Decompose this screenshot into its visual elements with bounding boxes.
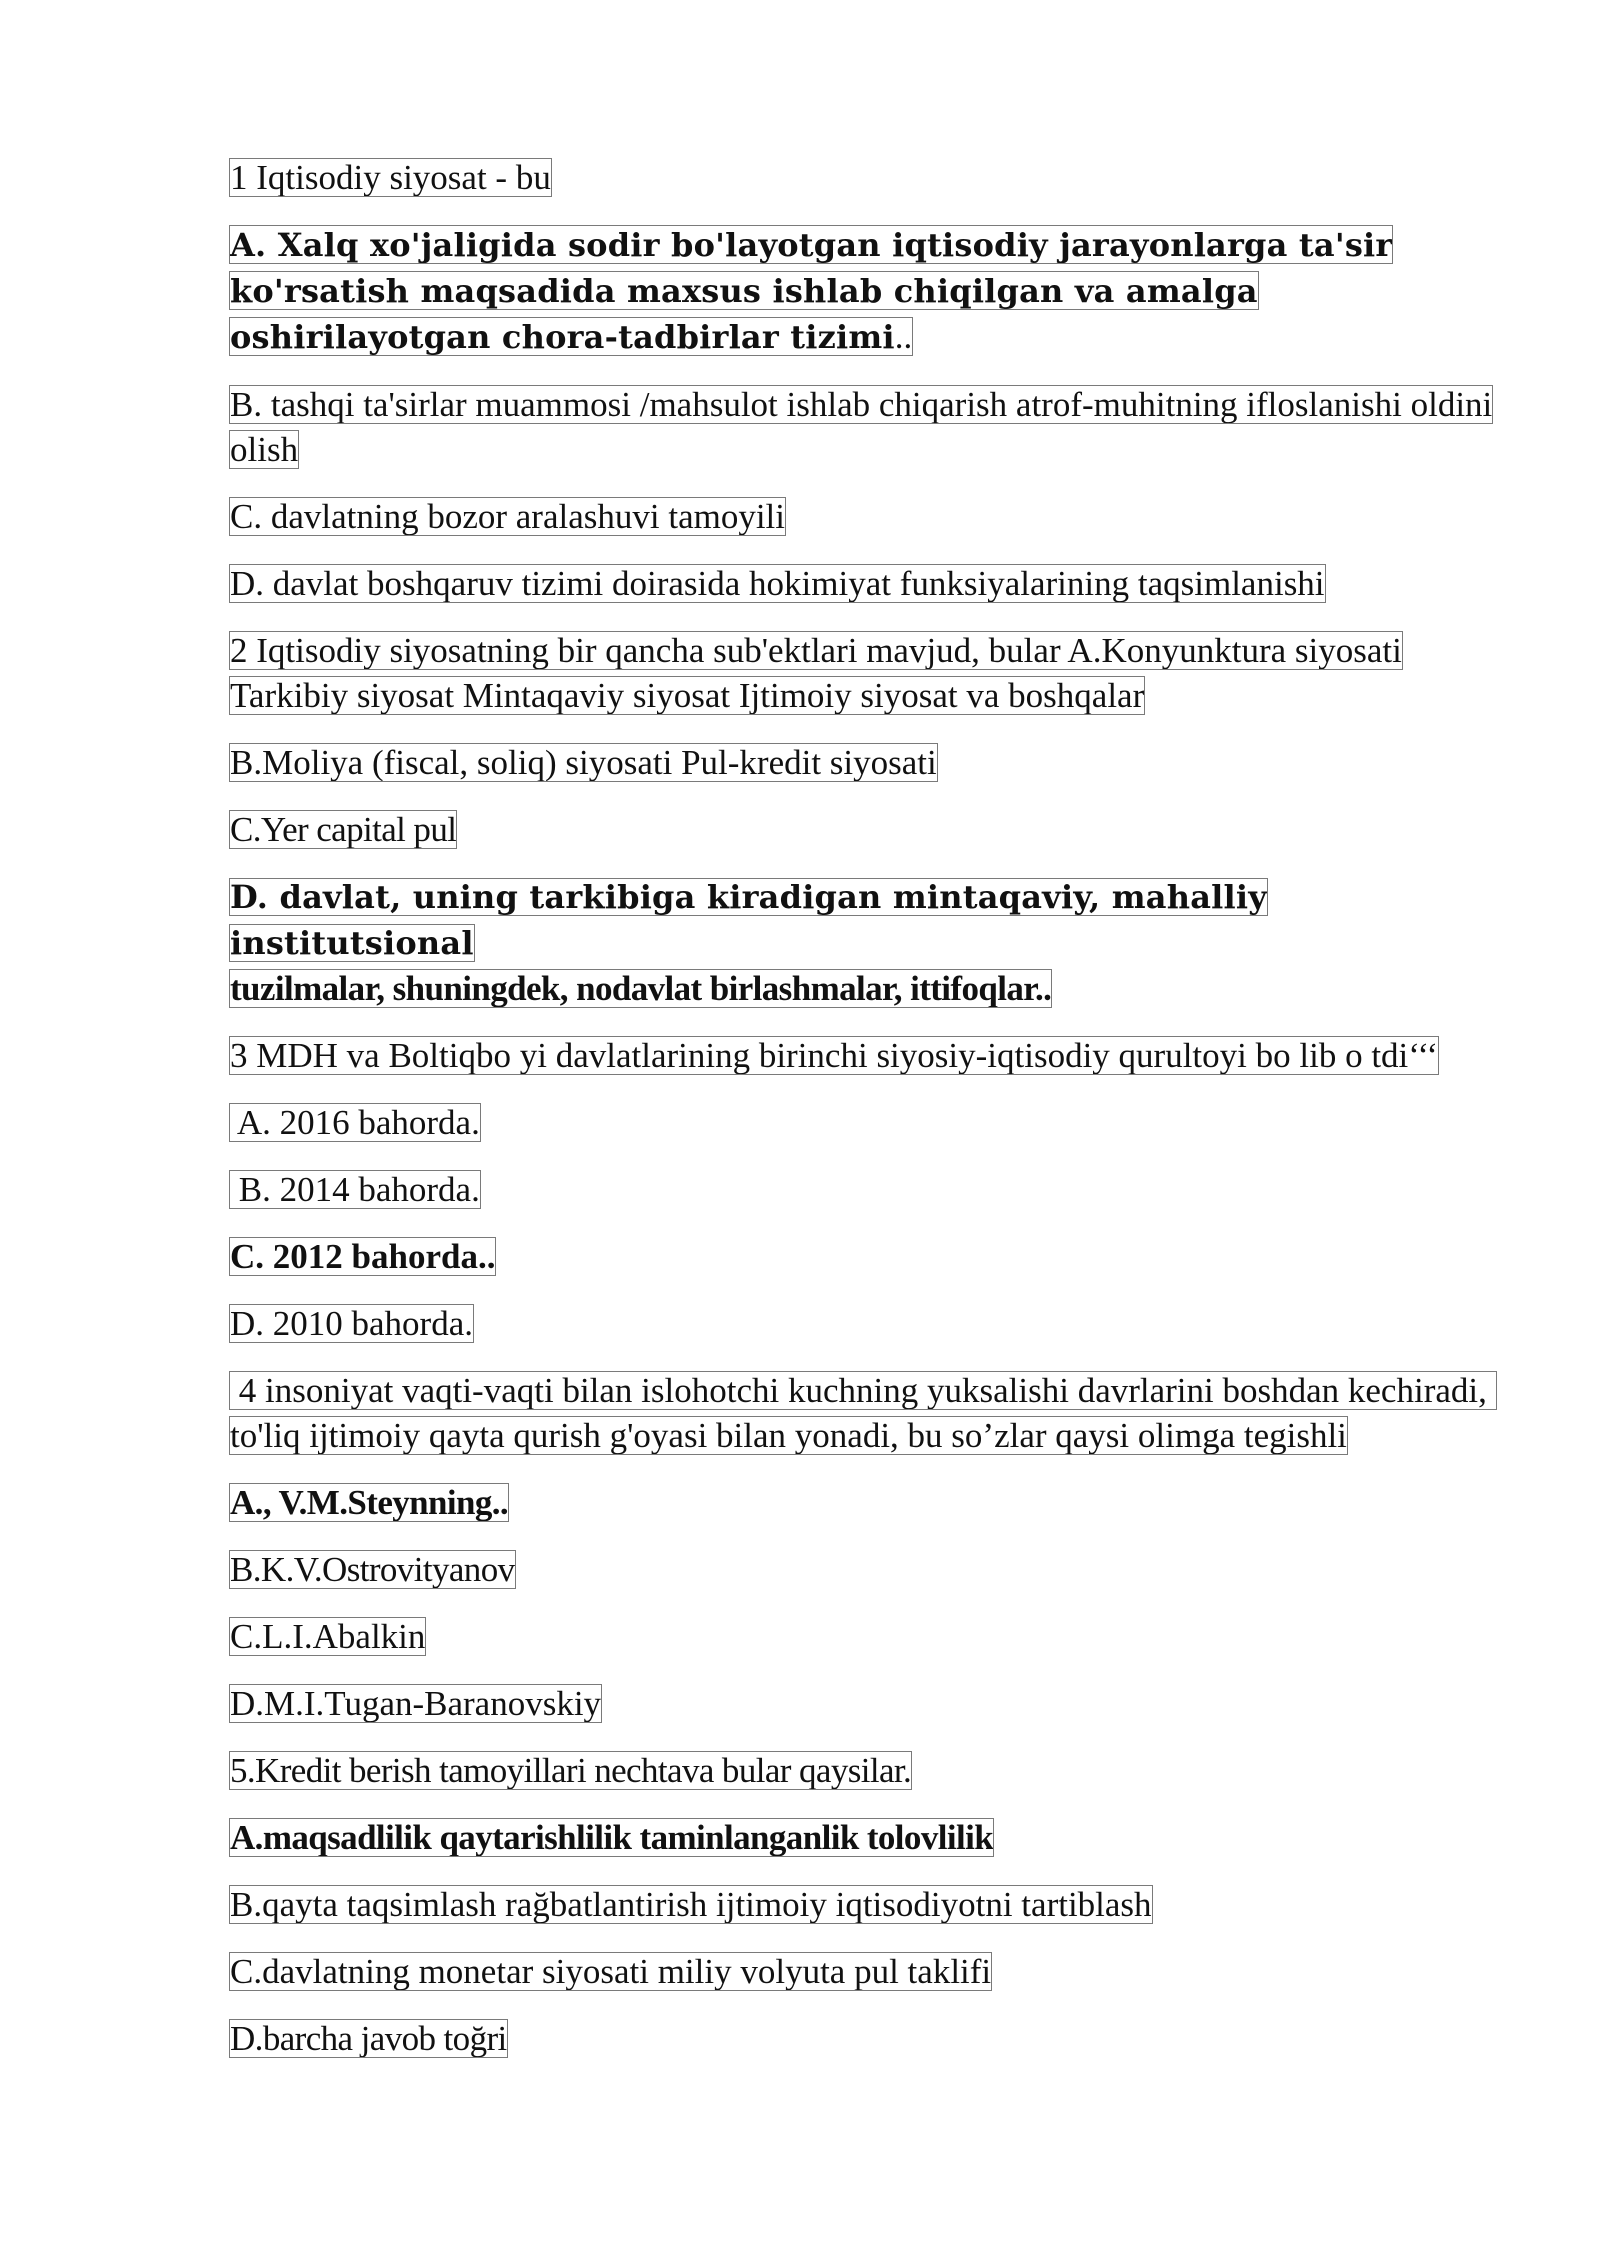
question-3-answer-c bbox=[229, 1234, 1509, 1279]
answer-text: B. 2014 bahorda. bbox=[230, 1170, 480, 1209]
answer-text: B.Moliya (fiscal, soliq) siyosati Pul-kredit siyosati bbox=[230, 743, 937, 782]
question-3-answer-a bbox=[229, 1100, 1509, 1145]
question-4-answer-a bbox=[229, 1480, 1509, 1525]
question-3-stem bbox=[229, 1033, 1509, 1078]
answer-text: C.Yer capital pul bbox=[230, 810, 457, 849]
question-2-answer-b bbox=[229, 740, 1509, 785]
answer-text: D. 2010 bahorda. bbox=[230, 1304, 474, 1343]
question-1-answer-a bbox=[229, 222, 1509, 360]
answer-text: A.maqsadlilik qaytarishlilik taminlanganlik tolovlilik bbox=[230, 1818, 994, 1857]
answer-text: D.barcha javob toğri bbox=[230, 2019, 507, 2058]
question-5-stem bbox=[229, 1748, 1509, 1793]
answer-text: C. davlatning bozor aralashuvi tamoyili bbox=[230, 497, 786, 536]
answer-text: A., V.M.Steynning.. bbox=[230, 1483, 509, 1522]
question-3-answer-b bbox=[229, 1167, 1509, 1212]
question-2-answer-c bbox=[229, 807, 1509, 852]
question-5-answer-d bbox=[229, 2016, 1509, 2061]
document-page bbox=[229, 155, 1509, 2061]
answer-text: B.K.V.Ostrovityanov bbox=[230, 1550, 515, 1589]
question-4-answer-d bbox=[229, 1681, 1509, 1726]
answer-text: C.L.I.Abalkin bbox=[230, 1617, 426, 1656]
question-3-answer-d bbox=[229, 1301, 1509, 1346]
answer-text: C.davlatning monetar siyosati miliy volyuta pul taklifi bbox=[230, 1952, 992, 1991]
question-1-answer-c bbox=[229, 494, 1509, 539]
question-text: 5.Kredit berish tamoyillari nechtava bular qaysilar. bbox=[230, 1751, 912, 1790]
question-2-stem bbox=[229, 628, 1509, 718]
question-text: 2 Iqtisodiy siyosatning bir qancha sub'ektlari mavjud, bular A.Konyunktura siyosati Tarkibiy siyosat Mintaqaviy siyosat Ijtimoiy siyosat va boshqalar bbox=[230, 631, 1402, 715]
question-1-stem bbox=[229, 155, 1509, 200]
answer-text: A. 2016 bahorda. bbox=[230, 1103, 480, 1142]
answer-text: D. davlat boshqaruv tizimi doirasida hokimiyat funksiyalarining taqsimlanishi bbox=[230, 564, 1325, 603]
question-text: 4 insoniyat vaqti-vaqti bilan islohotchi kuchning yuksalishi davrlarini boshdan kechiradi, to'liq ijtimoiy qayta qurish g'oyasi bilan yonadi, bu so’zlar qaysi olimga tegishli bbox=[230, 1371, 1496, 1455]
question-5-answer-b bbox=[229, 1882, 1509, 1927]
question-5-answer-a bbox=[229, 1815, 1509, 1860]
question-4-answer-c bbox=[229, 1614, 1509, 1659]
answer-text: B. tashqi ta'sirlar muammosi /mahsulot ishlab chiqarish atrof-muhitning ifloslanishi oldini olish bbox=[230, 385, 1493, 469]
answer-text: A. Xalq xo'jaligida sodir bo'layotgan iqtisodiy jarayonlarga ta'sir ko'rsatish maqsadida maxsus ishlab chiqilgan va amalga oshirilayotgan chora-tadbirlar tizimi bbox=[230, 226, 1393, 356]
answer-text-continued: tuzilmalar, shuningdek, nodavlat birlashmalar, ittifoqlar.. bbox=[230, 969, 1052, 1008]
question-1-answer-b bbox=[229, 382, 1509, 472]
answer-suffix: .. bbox=[894, 317, 913, 356]
answer-text: D. davlat, uning tarkibiga kiradigan mintaqaviy, mahalliy institutsional bbox=[230, 878, 1267, 962]
answer-text: C. 2012 bahorda.. bbox=[230, 1237, 496, 1276]
question-1-answer-d bbox=[229, 561, 1509, 606]
question-text: 1 Iqtisodiy siyosat - bu bbox=[230, 158, 551, 197]
answer-text: D.M.I.Tugan-Baranovskiy bbox=[230, 1684, 602, 1723]
question-4-stem bbox=[229, 1368, 1509, 1458]
question-5-answer-c bbox=[229, 1949, 1509, 1994]
question-text: 3 MDH va Boltiqbo yi davlatlarining birinchi siyosiy-iqtisodiy qurultoyi bo lib o tdi‘‘‘ bbox=[230, 1036, 1439, 1075]
answer-text: B.qayta taqsimlash rağbatlantirish ijtimoiy iqtisodiyotni tartiblash bbox=[230, 1885, 1152, 1924]
question-4-answer-b bbox=[229, 1547, 1509, 1592]
question-2-answer-d bbox=[229, 874, 1509, 1011]
